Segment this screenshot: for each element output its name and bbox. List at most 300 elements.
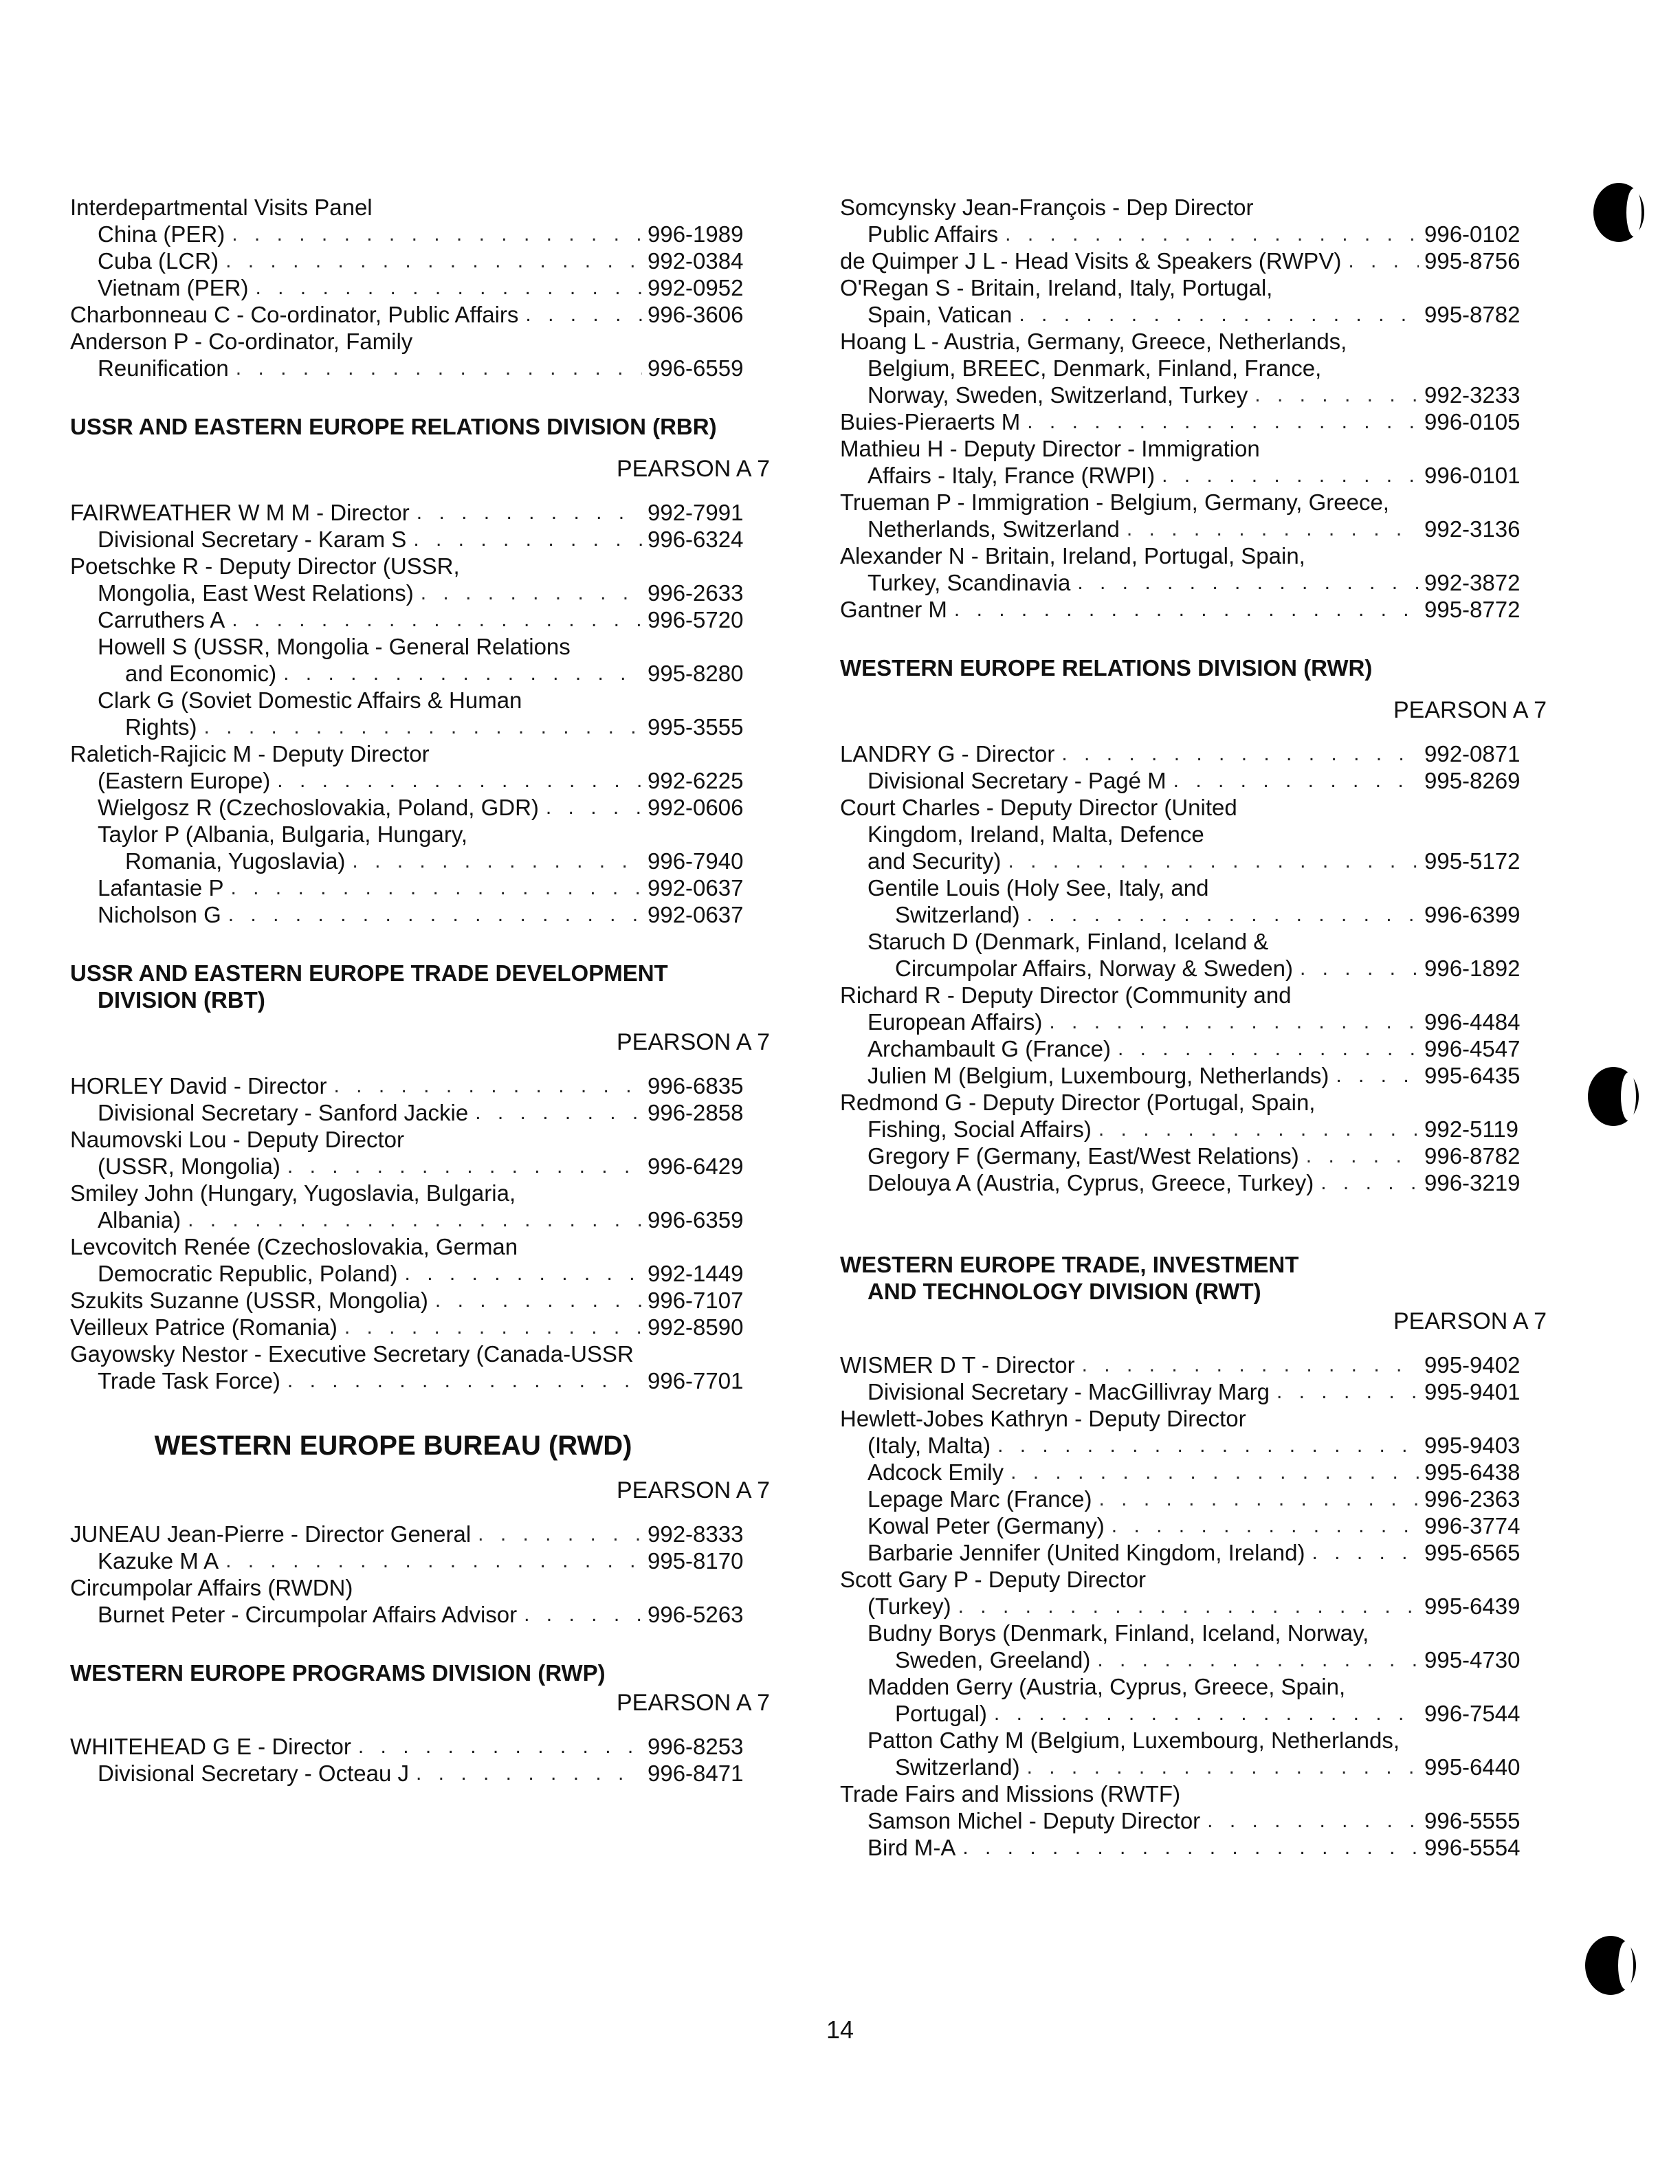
punch-hole-icon bbox=[1585, 1936, 1636, 1995]
directory-entry bbox=[70, 1341, 771, 1367]
directory-entry bbox=[840, 1035, 1548, 1062]
entry-name: China (PER) bbox=[98, 221, 225, 247]
entry-name: Nicholson G bbox=[98, 902, 221, 927]
entry-name: Switzerland) bbox=[895, 1754, 1020, 1780]
phone-number: 996-5263 bbox=[648, 1602, 744, 1627]
directory-entry bbox=[840, 874, 1548, 901]
entry-name: Julien M (Belgium, Luxembourg, Netherlands) bbox=[867, 1063, 1329, 1088]
entry-name: Circumpolar Affairs, Norway & Sweden) bbox=[895, 956, 1293, 981]
directory-entry bbox=[840, 1593, 1548, 1620]
directory-entry bbox=[70, 301, 771, 328]
phone-number: 996-6359 bbox=[648, 1207, 744, 1233]
phone-number: 996-0101 bbox=[1424, 463, 1521, 488]
entry-name: JUNEAU Jean-Pierre - Director General bbox=[70, 1521, 472, 1547]
directory-entry bbox=[840, 821, 1548, 848]
entry-name: Gantner M bbox=[840, 597, 947, 622]
dot-leader bbox=[344, 1314, 642, 1341]
directory-entry bbox=[70, 1099, 771, 1126]
directory-entry bbox=[840, 542, 1548, 569]
entry-name: Divisional Secretary - Octeau J bbox=[98, 1761, 409, 1786]
entry-name: Cuba (LCR) bbox=[98, 248, 219, 274]
directory-entry bbox=[840, 1566, 1548, 1593]
entry-name: Szukits Suzanne (USSR, Mongolia) bbox=[70, 1288, 428, 1313]
dot-leader bbox=[287, 1153, 642, 1180]
entry-name: Interdepartmental Visits Panel bbox=[70, 195, 373, 220]
entry-name: Staruch D (Denmark, Finland, Iceland & bbox=[867, 929, 1269, 954]
entry-name: Barbarie Jennifer (United Kingdom, Ireland) bbox=[867, 1540, 1305, 1565]
dot-leader bbox=[232, 606, 642, 633]
phone-number: 996-3219 bbox=[1424, 1170, 1521, 1195]
phone-number: 995-8756 bbox=[1424, 248, 1521, 274]
entry-name: Gayowsky Nestor - Executive Secretary (Canada-USSR bbox=[70, 1341, 634, 1367]
entry-name: Bird M-A bbox=[867, 1835, 956, 1860]
phone-number: 992-8333 bbox=[648, 1521, 744, 1547]
directory-entry bbox=[70, 1521, 771, 1547]
office-location: PEARSON A 7 bbox=[617, 1690, 770, 1716]
directory-entry bbox=[70, 1367, 771, 1394]
entry-name: Poetschke R - Deputy Director (USSR, bbox=[70, 553, 460, 579]
directory-entry bbox=[70, 901, 771, 928]
entry-name: Norway, Sweden, Switzerland, Turkey bbox=[867, 382, 1248, 408]
entry-name: Trueman P - Immigration - Belgium, Germany, Greece, bbox=[840, 489, 1389, 515]
phone-number: 996-4484 bbox=[1424, 1009, 1521, 1035]
entry-name: Clark G (Soviet Domestic Affairs & Human bbox=[98, 687, 522, 713]
entry-name: Alexander N - Britain, Ireland, Portugal, Spain, bbox=[840, 543, 1305, 569]
phone-number: 995-8772 bbox=[1424, 597, 1521, 622]
directory-entry bbox=[70, 355, 771, 382]
punch-hole-icon bbox=[1593, 183, 1644, 242]
entry-name: Belgium, BREEC, Denmark, Finland, France, bbox=[867, 355, 1322, 381]
directory-entry bbox=[840, 1169, 1548, 1196]
directory-entry bbox=[70, 247, 771, 274]
entry-name: Netherlands, Switzerland bbox=[867, 516, 1120, 542]
directory-entry bbox=[840, 928, 1548, 955]
dot-leader bbox=[230, 874, 642, 901]
entry-name: LANDRY G - Director bbox=[840, 741, 1055, 766]
division-heading: WESTERN EUROPE TRADE, INVESTMENT bbox=[840, 1252, 1299, 1277]
entry-name: Redmond G - Deputy Director (Portugal, Spain, bbox=[840, 1090, 1316, 1115]
directory-entry bbox=[840, 1143, 1548, 1169]
entry-name: Burnet Peter - Circumpolar Affairs Advisor bbox=[98, 1602, 518, 1627]
directory-entry bbox=[840, 328, 1548, 355]
dot-leader bbox=[1348, 247, 1419, 274]
division-heading: WESTERN EUROPE RELATIONS DIVISION (RWR) bbox=[840, 655, 1373, 681]
dot-leader bbox=[1162, 462, 1419, 489]
dot-leader bbox=[1097, 1646, 1419, 1673]
phone-number: 995-9403 bbox=[1424, 1433, 1521, 1458]
dot-leader bbox=[1098, 1486, 1419, 1512]
phone-number: 996-3606 bbox=[648, 302, 744, 327]
dot-leader bbox=[1276, 1378, 1419, 1405]
dot-leader bbox=[1049, 1008, 1419, 1035]
phone-number: 995-5172 bbox=[1424, 848, 1521, 874]
phone-number: 996-7544 bbox=[1424, 1701, 1521, 1726]
phone-number: 992-7991 bbox=[648, 500, 744, 525]
dot-leader bbox=[954, 596, 1419, 623]
directory-entry bbox=[70, 1547, 771, 1574]
directory-entry bbox=[840, 848, 1548, 874]
directory-entry bbox=[70, 553, 771, 580]
entry-name: Budny Borys (Denmark, Finland, Iceland, Norway, bbox=[867, 1620, 1369, 1646]
dot-leader bbox=[1061, 740, 1419, 767]
division-heading: USSR AND EASTERN EUROPE RELATIONS DIVISION (RBR) bbox=[70, 414, 717, 439]
dot-leader bbox=[1077, 569, 1419, 596]
phone-number: 992-3872 bbox=[1424, 570, 1521, 595]
phone-number: 996-2858 bbox=[648, 1100, 744, 1125]
entry-name: Public Affairs bbox=[867, 221, 999, 247]
entry-name: FAIRWEATHER W M M - Director bbox=[70, 500, 410, 525]
directory-entry bbox=[840, 1008, 1548, 1035]
page-number: 14 bbox=[826, 2016, 854, 2044]
dot-leader bbox=[358, 1733, 642, 1760]
directory-entry bbox=[70, 794, 771, 821]
entry-name: Levcovitch Renée (Czechoslovakia, German bbox=[70, 1234, 518, 1259]
directory-entry bbox=[70, 1233, 771, 1260]
phone-number: 996-4547 bbox=[1424, 1036, 1521, 1061]
entry-name: Affairs - Italy, France (RWPI) bbox=[867, 463, 1156, 488]
entry-name: Divisional Secretary - Sanford Jackie bbox=[98, 1100, 469, 1125]
entry-name: Veilleux Patrice (Romania) bbox=[70, 1314, 338, 1340]
division-heading: WESTERN EUROPE PROGRAMS DIVISION (RWP) bbox=[70, 1660, 606, 1686]
entry-name: Naumovski Lou - Deputy Director bbox=[70, 1127, 405, 1152]
phone-number: 995-6438 bbox=[1424, 1459, 1521, 1485]
entry-name: Somcynsky Jean-François - Dep Director bbox=[840, 195, 1254, 220]
phone-number: 995-4730 bbox=[1424, 1647, 1521, 1673]
directory-entry bbox=[70, 1206, 771, 1233]
dot-leader bbox=[1306, 1143, 1419, 1169]
dot-leader bbox=[413, 526, 642, 553]
entry-name: Howell S (USSR, Mongolia - General Relations bbox=[98, 634, 571, 659]
dot-leader bbox=[1112, 1512, 1419, 1539]
phone-number: 995-6440 bbox=[1424, 1754, 1521, 1780]
directory-entry bbox=[840, 982, 1548, 1008]
entry-name: O'Regan S - Britain, Ireland, Italy, Portugal, bbox=[840, 275, 1273, 300]
directory-entry bbox=[840, 569, 1548, 596]
directory-entry bbox=[840, 221, 1548, 247]
entry-name: Buies-Pieraerts M bbox=[840, 409, 1021, 434]
phone-number: 995-8269 bbox=[1424, 768, 1521, 793]
entry-name: Carruthers A bbox=[98, 607, 225, 632]
dot-leader bbox=[1005, 221, 1419, 247]
dot-leader bbox=[204, 714, 642, 740]
directory-entry bbox=[840, 1700, 1548, 1727]
entry-name: Rights) bbox=[125, 714, 197, 740]
directory-entry bbox=[70, 1126, 771, 1153]
directory-entry bbox=[70, 821, 771, 848]
directory-entry bbox=[70, 874, 771, 901]
phone-number: 996-8782 bbox=[1424, 1143, 1521, 1169]
directory-entry bbox=[840, 767, 1548, 794]
phone-number: 992-0952 bbox=[648, 275, 744, 300]
directory-entry bbox=[70, 526, 771, 553]
entry-name: Circumpolar Affairs (RWDN) bbox=[70, 1575, 353, 1600]
entry-name: Romania, Yugoslavia) bbox=[125, 848, 346, 874]
phone-number: 995-8280 bbox=[648, 661, 744, 686]
directory-entry bbox=[840, 1116, 1548, 1143]
division-heading: AND TECHNOLOGY DIVISION (RWT) bbox=[867, 1279, 1261, 1304]
directory-entry bbox=[70, 767, 771, 794]
phone-number: 995-9402 bbox=[1424, 1352, 1521, 1378]
directory-entry bbox=[840, 1780, 1548, 1807]
entry-name: de Quimper J L - Head Visits & Speakers (RWPV) bbox=[840, 248, 1342, 274]
entry-name: Samson Michel - Deputy Director bbox=[867, 1808, 1201, 1833]
directory-entry bbox=[70, 499, 771, 526]
directory-entry bbox=[840, 1352, 1548, 1378]
entry-name: Kazuke M A bbox=[98, 1548, 219, 1574]
directory-entry bbox=[70, 1072, 771, 1099]
punch-hole-icon bbox=[1588, 1067, 1639, 1126]
dot-leader bbox=[1312, 1539, 1419, 1566]
entry-name: Sweden, Greeland) bbox=[895, 1647, 1091, 1673]
phone-number: 992-6225 bbox=[648, 768, 744, 793]
dot-leader bbox=[997, 1432, 1419, 1459]
directory-entry bbox=[840, 1646, 1548, 1673]
directory-entry bbox=[70, 1733, 771, 1760]
phone-number: 992-8590 bbox=[648, 1314, 744, 1340]
directory-entry bbox=[840, 1486, 1548, 1512]
phone-number: 996-2363 bbox=[1424, 1486, 1521, 1512]
phone-number: 996-6835 bbox=[648, 1073, 744, 1099]
directory-entry bbox=[70, 1574, 771, 1601]
dot-leader bbox=[405, 1260, 642, 1287]
phone-number: 996-3774 bbox=[1424, 1513, 1521, 1538]
directory-entry bbox=[840, 1512, 1548, 1539]
phone-number: 992-0871 bbox=[1424, 741, 1521, 766]
entry-name: HORLEY David - Director bbox=[70, 1073, 327, 1099]
phone-number: 995-6439 bbox=[1424, 1593, 1521, 1619]
dot-leader bbox=[283, 660, 642, 687]
directory-entry bbox=[840, 355, 1548, 382]
directory-entry bbox=[840, 1539, 1548, 1566]
entry-name: Trade Task Force) bbox=[98, 1368, 280, 1393]
left-column bbox=[70, 194, 771, 1787]
directory-entry bbox=[70, 714, 771, 740]
entry-name: Divisional Secretary - Pagé M bbox=[867, 768, 1167, 793]
directory-entry bbox=[840, 1062, 1548, 1089]
dot-leader bbox=[255, 274, 642, 301]
directory-entry bbox=[70, 194, 771, 221]
phone-number: 996-6429 bbox=[648, 1154, 744, 1179]
phone-number: 996-1989 bbox=[648, 221, 744, 247]
dot-leader bbox=[1010, 1459, 1419, 1486]
dot-leader bbox=[1008, 848, 1419, 874]
directory-entry bbox=[70, 221, 771, 247]
entry-name: Lepage Marc (France) bbox=[867, 1486, 1092, 1512]
dot-leader bbox=[1207, 1807, 1419, 1834]
phone-number: 996-0105 bbox=[1424, 409, 1521, 434]
entry-name: Mathieu H - Deputy Director - Immigration bbox=[840, 436, 1260, 461]
phone-number: 996-2633 bbox=[648, 580, 744, 606]
dot-leader bbox=[416, 1760, 642, 1787]
directory-entry bbox=[840, 1807, 1548, 1834]
phone-number: 992-0637 bbox=[648, 902, 744, 927]
directory-entry bbox=[70, 1287, 771, 1314]
entry-name: Anderson P - Co-ordinator, Family bbox=[70, 329, 413, 354]
phone-number: 995-8782 bbox=[1424, 302, 1521, 327]
directory-entry bbox=[840, 1378, 1548, 1405]
entry-name: Taylor P (Albania, Bulgaria, Hungary, bbox=[98, 821, 468, 847]
directory-entry bbox=[70, 1760, 771, 1787]
phone-number: 996-6324 bbox=[648, 527, 744, 552]
entry-name: WISMER D T - Director bbox=[840, 1352, 1075, 1378]
dot-leader bbox=[525, 301, 642, 328]
division-heading: DIVISION (RBT) bbox=[98, 987, 265, 1013]
entry-name: Democratic Republic, Poland) bbox=[98, 1261, 398, 1286]
entry-name: Smiley John (Hungary, Yugoslavia, Bulgaria, bbox=[70, 1180, 516, 1206]
phone-number: 992-3233 bbox=[1424, 382, 1521, 408]
phone-number: 995-6435 bbox=[1424, 1063, 1521, 1088]
directory-entry bbox=[70, 1314, 771, 1341]
right-column bbox=[840, 194, 1548, 1861]
dot-leader bbox=[277, 767, 642, 794]
phone-number: 996-8471 bbox=[648, 1761, 744, 1786]
entry-name: Kingdom, Ireland, Malta, Defence bbox=[867, 821, 1204, 847]
entry-name: Trade Fairs and Missions (RWTF) bbox=[840, 1781, 1181, 1807]
entry-name: Delouya A (Austria, Cyprus, Greece, Turkey) bbox=[867, 1170, 1314, 1195]
entry-name: Wielgosz R (Czechoslovakia, Poland, GDR) bbox=[98, 795, 539, 820]
entry-name: Vietnam (PER) bbox=[98, 275, 249, 300]
directory-entry bbox=[840, 1754, 1548, 1780]
phone-number: 992-0637 bbox=[648, 875, 744, 901]
phone-number: 996-7701 bbox=[648, 1368, 744, 1393]
phone-number: 996-6399 bbox=[1424, 902, 1521, 927]
phone-number: 992-3136 bbox=[1424, 516, 1521, 542]
entry-name: Switzerland) bbox=[895, 902, 1020, 927]
entry-name: and Security) bbox=[867, 848, 1002, 874]
phone-number: 992-5119 bbox=[1424, 1116, 1519, 1142]
entry-name: Albania) bbox=[98, 1207, 181, 1233]
entry-name: (Italy, Malta) bbox=[867, 1433, 991, 1458]
dot-leader bbox=[1173, 767, 1419, 794]
directory-entry bbox=[70, 1153, 771, 1180]
dot-leader bbox=[1320, 1169, 1419, 1196]
directory-entry bbox=[70, 848, 771, 874]
directory-entry bbox=[840, 596, 1548, 623]
dot-leader bbox=[287, 1367, 642, 1394]
directory-entry bbox=[840, 516, 1548, 542]
entry-name: Portugal) bbox=[895, 1701, 987, 1726]
entry-name: Adcock Emily bbox=[867, 1459, 1004, 1485]
entry-name: Divisional Secretary - Karam S bbox=[98, 527, 407, 552]
entry-name: Madden Gerry (Austria, Cyprus, Greece, Spain, bbox=[867, 1674, 1346, 1699]
entry-name: Scott Gary P - Deputy Director bbox=[840, 1567, 1147, 1592]
directory-entry bbox=[840, 1459, 1548, 1486]
entry-name: Archambault G (France) bbox=[867, 1036, 1111, 1061]
directory-entry bbox=[840, 408, 1548, 435]
directory-entry bbox=[840, 1834, 1548, 1861]
dot-leader bbox=[1027, 1754, 1419, 1780]
dot-leader bbox=[1027, 901, 1419, 928]
entry-name: Richard R - Deputy Director (Community and bbox=[840, 982, 1292, 1008]
entry-name: Reunification bbox=[98, 355, 229, 381]
phone-number: 996-5720 bbox=[648, 607, 744, 632]
office-location: PEARSON A 7 bbox=[617, 1477, 770, 1503]
phone-number: 992-0606 bbox=[648, 795, 744, 820]
dot-leader bbox=[1300, 955, 1419, 982]
dot-leader bbox=[228, 901, 642, 928]
office-location: PEARSON A 7 bbox=[1393, 697, 1547, 723]
phone-number: 992-0384 bbox=[648, 248, 744, 274]
entry-name: Patton Cathy M (Belgium, Luxembourg, Netherlands, bbox=[867, 1728, 1400, 1753]
directory-entry bbox=[70, 660, 771, 687]
phone-number: 995-9401 bbox=[1424, 1379, 1521, 1404]
entry-name: WHITEHEAD G E - Director bbox=[70, 1734, 351, 1759]
office-location: PEARSON A 7 bbox=[617, 1029, 770, 1055]
entry-name: Gregory F (Germany, East/West Relations) bbox=[867, 1143, 1299, 1169]
entry-name: Raletich-Rajicic M - Deputy Director bbox=[70, 741, 430, 766]
entry-name: (Turkey) bbox=[867, 1593, 951, 1619]
entry-name: Hoang L - Austria, Germany, Greece, Netherlands, bbox=[840, 329, 1347, 354]
dot-leader bbox=[225, 247, 642, 274]
directory-entry bbox=[840, 435, 1548, 462]
directory-entry bbox=[70, 1180, 771, 1206]
dot-leader bbox=[1127, 516, 1419, 542]
directory-entry bbox=[840, 247, 1548, 274]
directory-entry bbox=[840, 301, 1548, 328]
entry-name: Kowal Peter (Germany) bbox=[867, 1513, 1105, 1538]
directory-entry bbox=[840, 489, 1548, 516]
dot-leader bbox=[417, 499, 642, 526]
directory-entry bbox=[840, 1673, 1548, 1700]
phone-number: 996-7107 bbox=[648, 1288, 744, 1313]
directory-entry bbox=[840, 794, 1548, 821]
dot-leader bbox=[1336, 1062, 1419, 1089]
directory-entry bbox=[70, 687, 771, 714]
directory-entry bbox=[840, 955, 1548, 982]
dot-leader bbox=[334, 1072, 643, 1099]
entry-name: (Eastern Europe) bbox=[98, 768, 271, 793]
directory-entry bbox=[840, 1620, 1548, 1646]
office-location: PEARSON A 7 bbox=[617, 456, 770, 482]
phone-number: 996-7940 bbox=[648, 848, 744, 874]
entry-name: Turkey, Scandinavia bbox=[867, 570, 1071, 595]
entry-name: Mongolia, East West Relations) bbox=[98, 580, 414, 606]
directory-entry bbox=[840, 1405, 1548, 1432]
phone-number: 996-1892 bbox=[1424, 956, 1521, 981]
dot-leader bbox=[1255, 382, 1419, 408]
phone-number: 995-8170 bbox=[648, 1548, 744, 1574]
directory-entry bbox=[70, 606, 771, 633]
entry-name: Divisional Secretary - MacGillivray Marg bbox=[867, 1379, 1270, 1404]
directory-entry bbox=[70, 1260, 771, 1287]
dot-leader bbox=[1098, 1116, 1419, 1143]
directory-entry bbox=[840, 194, 1548, 221]
division-heading: USSR AND EASTERN EUROPE TRADE DEVELOPMENT bbox=[70, 960, 668, 986]
dot-leader bbox=[1019, 301, 1419, 328]
directory-entry bbox=[70, 740, 771, 767]
directory-entry bbox=[840, 462, 1548, 489]
dot-leader bbox=[958, 1593, 1419, 1620]
dot-leader bbox=[421, 580, 642, 606]
entry-name: Lafantasie P bbox=[98, 875, 224, 901]
dot-leader bbox=[225, 1547, 642, 1574]
dot-leader bbox=[994, 1700, 1419, 1727]
directory-entry bbox=[840, 1089, 1548, 1116]
directory-entry bbox=[70, 580, 771, 606]
entry-name: Court Charles - Deputy Director (United bbox=[840, 795, 1237, 820]
office-location: PEARSON A 7 bbox=[1393, 1308, 1547, 1334]
dot-leader bbox=[1027, 408, 1419, 435]
entry-name: Charbonneau C - Co-ordinator, Public Affairs bbox=[70, 302, 519, 327]
directory-entry bbox=[70, 1601, 771, 1628]
phone-number: 995-3555 bbox=[648, 714, 744, 740]
dot-leader bbox=[546, 794, 642, 821]
dot-leader bbox=[962, 1834, 1419, 1861]
entry-name: Hewlett-Jobes Kathryn - Deputy Director bbox=[840, 1406, 1246, 1431]
phone-number: 996-8253 bbox=[648, 1734, 744, 1759]
entry-name: Gentile Louis (Holy See, Italy, and bbox=[867, 875, 1209, 901]
section-gap bbox=[840, 1196, 1548, 1220]
